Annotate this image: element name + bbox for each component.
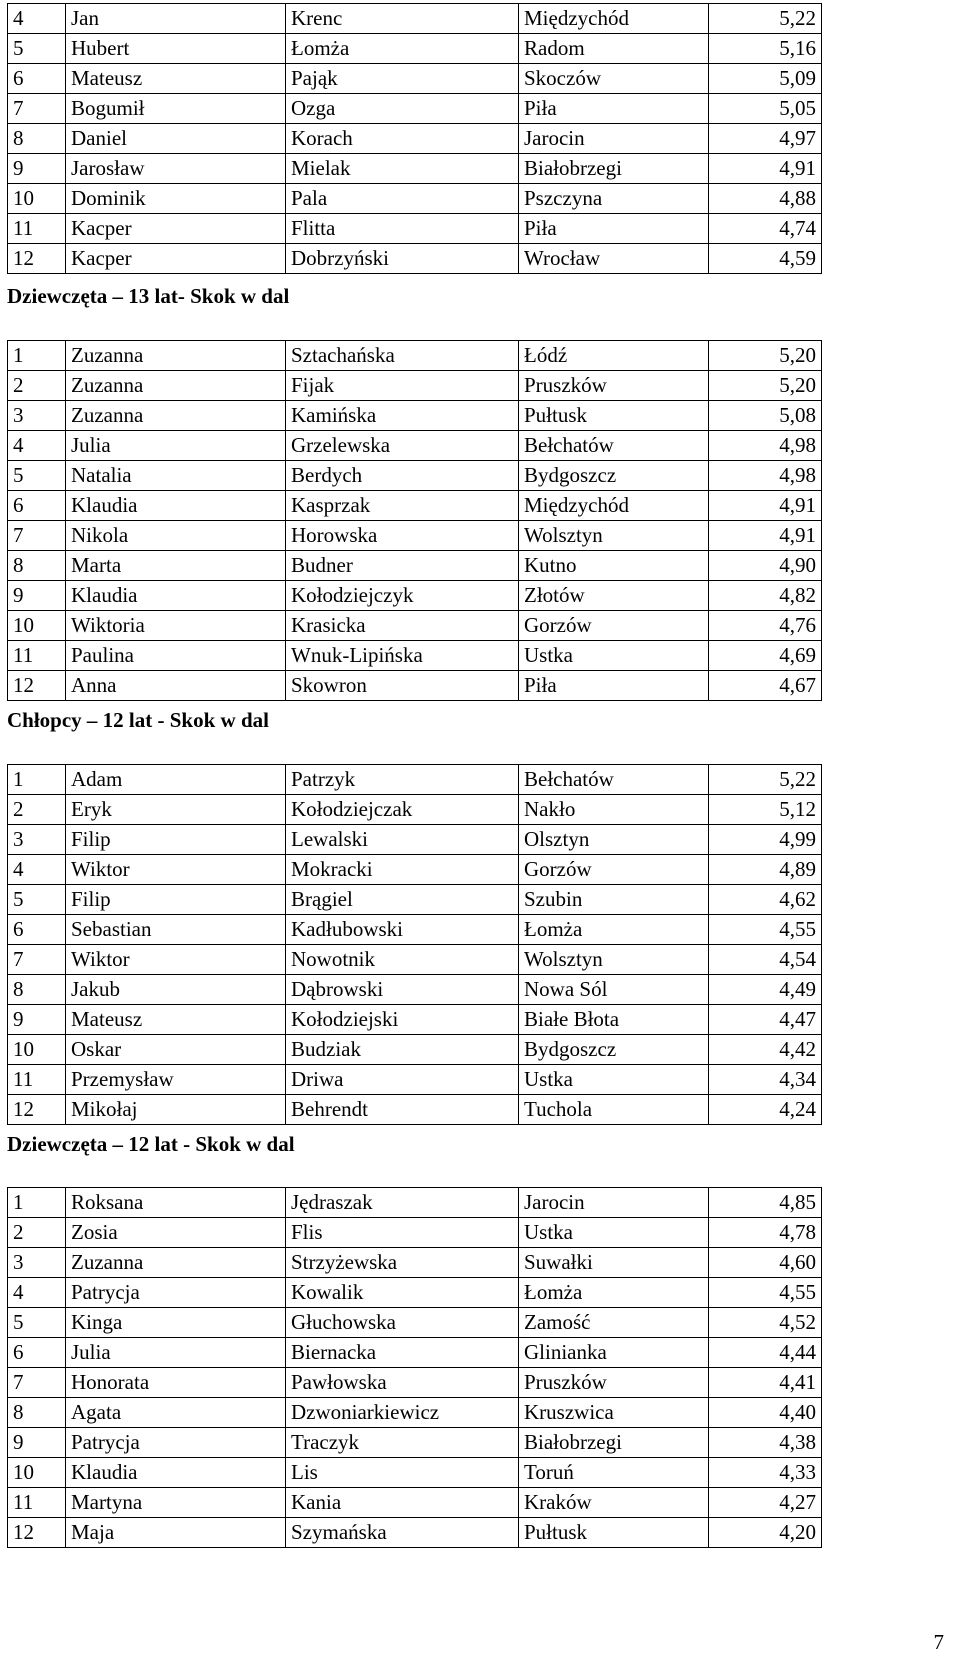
result-cell: 4,67 xyxy=(709,671,822,701)
first-name-cell: Jarosław xyxy=(66,154,286,184)
table-row xyxy=(8,1278,822,1308)
result-cell: 4,59 xyxy=(709,244,822,274)
table-row xyxy=(8,1338,822,1368)
table-row xyxy=(8,1518,822,1548)
city-cell: Szubin xyxy=(519,885,709,915)
last-name-cell: Flis xyxy=(286,1218,519,1248)
table-row xyxy=(8,401,822,431)
result-cell: 4,60 xyxy=(709,1248,822,1278)
result-cell: 4,55 xyxy=(709,1278,822,1308)
section-heading: Dziewczęta – 12 lat - Skok w dal xyxy=(7,1132,295,1156)
table-row xyxy=(8,1368,822,1398)
results-table xyxy=(7,1187,822,1548)
place-cell: 5 xyxy=(8,885,66,915)
place-cell: 4 xyxy=(8,431,66,461)
last-name-cell: Brągiel xyxy=(286,885,519,915)
table-row xyxy=(8,885,822,915)
last-name-cell: Krasicka xyxy=(286,611,519,641)
result-cell: 4,98 xyxy=(709,461,822,491)
result-cell: 4,89 xyxy=(709,855,822,885)
result-cell: 5,20 xyxy=(709,341,822,371)
last-name-cell: Krenc xyxy=(286,4,519,34)
last-name-cell: Kamińska xyxy=(286,401,519,431)
city-cell: Suwałki xyxy=(519,1248,709,1278)
section-heading: Chłopcy – 12 lat - Skok w dal xyxy=(7,708,269,732)
place-cell: 2 xyxy=(8,795,66,825)
city-cell: Łomża xyxy=(519,1278,709,1308)
place-cell: 3 xyxy=(8,1248,66,1278)
table-row xyxy=(8,214,822,244)
first-name-cell: Mikołaj xyxy=(66,1095,286,1125)
place-cell: 1 xyxy=(8,1188,66,1218)
result-cell: 4,47 xyxy=(709,1005,822,1035)
table-row xyxy=(8,641,822,671)
result-cell: 4,55 xyxy=(709,915,822,945)
first-name-cell: Klaudia xyxy=(66,491,286,521)
result-cell: 4,99 xyxy=(709,825,822,855)
city-cell: Łódź xyxy=(519,341,709,371)
first-name-cell: Maja xyxy=(66,1518,286,1548)
table-row xyxy=(8,795,822,825)
place-cell: 5 xyxy=(8,1308,66,1338)
table-row xyxy=(8,4,822,34)
last-name-cell: Pawłowska xyxy=(286,1368,519,1398)
first-name-cell: Zosia xyxy=(66,1218,286,1248)
table-row xyxy=(8,461,822,491)
place-cell: 9 xyxy=(8,581,66,611)
last-name-cell: Łomża xyxy=(286,34,519,64)
result-cell: 4,40 xyxy=(709,1398,822,1428)
first-name-cell: Patrycja xyxy=(66,1278,286,1308)
last-name-cell: Kasprzak xyxy=(286,491,519,521)
result-cell: 4,27 xyxy=(709,1488,822,1518)
result-cell: 4,82 xyxy=(709,581,822,611)
city-cell: Białe Błota xyxy=(519,1005,709,1035)
table-row xyxy=(8,1065,822,1095)
result-cell: 4,44 xyxy=(709,1338,822,1368)
result-cell: 4,91 xyxy=(709,491,822,521)
result-cell: 5,22 xyxy=(709,4,822,34)
place-cell: 12 xyxy=(8,244,66,274)
city-cell: Ustka xyxy=(519,641,709,671)
place-cell: 1 xyxy=(8,341,66,371)
last-name-cell: Dzwoniarkiewicz xyxy=(286,1398,519,1428)
place-cell: 12 xyxy=(8,1095,66,1125)
place-cell: 7 xyxy=(8,94,66,124)
result-cell: 4,85 xyxy=(709,1188,822,1218)
city-cell: Olsztyn xyxy=(519,825,709,855)
table-row xyxy=(8,1398,822,1428)
first-name-cell: Filip xyxy=(66,825,286,855)
first-name-cell: Mateusz xyxy=(66,1005,286,1035)
table-row xyxy=(8,945,822,975)
city-cell: Piła xyxy=(519,94,709,124)
results-table xyxy=(7,764,822,1125)
first-name-cell: Martyna xyxy=(66,1488,286,1518)
result-cell: 4,74 xyxy=(709,214,822,244)
first-name-cell: Daniel xyxy=(66,124,286,154)
table-row xyxy=(8,124,822,154)
city-cell: Kraków xyxy=(519,1488,709,1518)
results-table xyxy=(7,340,822,701)
city-cell: Jarocin xyxy=(519,1188,709,1218)
city-cell: Kruszwica xyxy=(519,1398,709,1428)
first-name-cell: Przemysław xyxy=(66,1065,286,1095)
table-row xyxy=(8,1188,822,1218)
result-cell: 4,54 xyxy=(709,945,822,975)
table-row xyxy=(8,64,822,94)
city-cell: Pruszków xyxy=(519,371,709,401)
last-name-cell: Pająk xyxy=(286,64,519,94)
result-cell: 5,22 xyxy=(709,765,822,795)
city-cell: Piła xyxy=(519,671,709,701)
last-name-cell: Mielak xyxy=(286,154,519,184)
table-row xyxy=(8,154,822,184)
table-row xyxy=(8,1248,822,1278)
city-cell: Jarocin xyxy=(519,124,709,154)
city-cell: Gorzów xyxy=(519,855,709,885)
place-cell: 6 xyxy=(8,915,66,945)
city-cell: Tuchola xyxy=(519,1095,709,1125)
last-name-cell: Wnuk-Lipińska xyxy=(286,641,519,671)
city-cell: Wolsztyn xyxy=(519,945,709,975)
place-cell: 6 xyxy=(8,1338,66,1368)
first-name-cell: Mateusz xyxy=(66,64,286,94)
first-name-cell: Wiktor xyxy=(66,945,286,975)
table-row xyxy=(8,581,822,611)
table-row xyxy=(8,491,822,521)
result-cell: 4,69 xyxy=(709,641,822,671)
place-cell: 9 xyxy=(8,154,66,184)
place-cell: 11 xyxy=(8,641,66,671)
place-cell: 5 xyxy=(8,34,66,64)
first-name-cell: Julia xyxy=(66,431,286,461)
first-name-cell: Filip xyxy=(66,885,286,915)
place-cell: 8 xyxy=(8,124,66,154)
last-name-cell: Flitta xyxy=(286,214,519,244)
city-cell: Białobrzegi xyxy=(519,154,709,184)
first-name-cell: Bogumił xyxy=(66,94,286,124)
last-name-cell: Kołodziejski xyxy=(286,1005,519,1035)
result-cell: 5,12 xyxy=(709,795,822,825)
place-cell: 5 xyxy=(8,461,66,491)
last-name-cell: Horowska xyxy=(286,521,519,551)
place-cell: 2 xyxy=(8,1218,66,1248)
page-number: 7 xyxy=(933,1630,944,1654)
last-name-cell: Pala xyxy=(286,184,519,214)
table-row xyxy=(8,1308,822,1338)
place-cell: 12 xyxy=(8,1518,66,1548)
first-name-cell: Zuzanna xyxy=(66,341,286,371)
last-name-cell: Mokracki xyxy=(286,855,519,885)
table-row xyxy=(8,521,822,551)
last-name-cell: Traczyk xyxy=(286,1428,519,1458)
result-cell: 4,49 xyxy=(709,975,822,1005)
last-name-cell: Lis xyxy=(286,1458,519,1488)
city-cell: Bydgoszcz xyxy=(519,461,709,491)
city-cell: Pułtusk xyxy=(519,1518,709,1548)
first-name-cell: Klaudia xyxy=(66,581,286,611)
last-name-cell: Kania xyxy=(286,1488,519,1518)
last-name-cell: Strzyżewska xyxy=(286,1248,519,1278)
city-cell: Pszczyna xyxy=(519,184,709,214)
table-row xyxy=(8,611,822,641)
first-name-cell: Sebastian xyxy=(66,915,286,945)
city-cell: Białobrzegi xyxy=(519,1428,709,1458)
result-cell: 4,62 xyxy=(709,885,822,915)
first-name-cell: Julia xyxy=(66,1338,286,1368)
last-name-cell: Kołodziejczyk xyxy=(286,581,519,611)
first-name-cell: Klaudia xyxy=(66,1458,286,1488)
city-cell: Ustka xyxy=(519,1218,709,1248)
result-cell: 4,20 xyxy=(709,1518,822,1548)
table-row xyxy=(8,1488,822,1518)
place-cell: 6 xyxy=(8,491,66,521)
place-cell: 2 xyxy=(8,371,66,401)
last-name-cell: Behrendt xyxy=(286,1095,519,1125)
result-cell: 4,91 xyxy=(709,154,822,184)
place-cell: 11 xyxy=(8,214,66,244)
result-cell: 4,90 xyxy=(709,551,822,581)
last-name-cell: Grzelewska xyxy=(286,431,519,461)
first-name-cell: Nikola xyxy=(66,521,286,551)
result-cell: 4,41 xyxy=(709,1368,822,1398)
result-cell: 4,24 xyxy=(709,1095,822,1125)
city-cell: Bełchatów xyxy=(519,431,709,461)
city-cell: Bełchatów xyxy=(519,765,709,795)
table-row xyxy=(8,855,822,885)
place-cell: 8 xyxy=(8,1398,66,1428)
last-name-cell: Głuchowska xyxy=(286,1308,519,1338)
place-cell: 9 xyxy=(8,1428,66,1458)
table-row xyxy=(8,1218,822,1248)
last-name-cell: Fijak xyxy=(286,371,519,401)
place-cell: 8 xyxy=(8,975,66,1005)
first-name-cell: Oskar xyxy=(66,1035,286,1065)
city-cell: Piła xyxy=(519,214,709,244)
last-name-cell: Nowotnik xyxy=(286,945,519,975)
result-cell: 4,38 xyxy=(709,1428,822,1458)
first-name-cell: Anna xyxy=(66,671,286,701)
last-name-cell: Dobrzyński xyxy=(286,244,519,274)
table-row xyxy=(8,1095,822,1125)
city-cell: Ustka xyxy=(519,1065,709,1095)
table-row xyxy=(8,1005,822,1035)
place-cell: 10 xyxy=(8,611,66,641)
place-cell: 10 xyxy=(8,184,66,214)
result-cell: 5,16 xyxy=(709,34,822,64)
city-cell: Zamość xyxy=(519,1308,709,1338)
result-cell: 4,52 xyxy=(709,1308,822,1338)
results-table xyxy=(7,3,822,274)
last-name-cell: Kadłubowski xyxy=(286,915,519,945)
place-cell: 11 xyxy=(8,1065,66,1095)
result-cell: 4,42 xyxy=(709,1035,822,1065)
city-cell: Nakło xyxy=(519,795,709,825)
first-name-cell: Wiktor xyxy=(66,855,286,885)
city-cell: Pruszków xyxy=(519,1368,709,1398)
place-cell: 10 xyxy=(8,1458,66,1488)
city-cell: Międzychód xyxy=(519,4,709,34)
table-row xyxy=(8,975,822,1005)
place-cell: 7 xyxy=(8,945,66,975)
first-name-cell: Roksana xyxy=(66,1188,286,1218)
result-cell: 5,05 xyxy=(709,94,822,124)
city-cell: Kutno xyxy=(519,551,709,581)
result-cell: 4,78 xyxy=(709,1218,822,1248)
result-cell: 4,76 xyxy=(709,611,822,641)
place-cell: 4 xyxy=(8,855,66,885)
first-name-cell: Agata xyxy=(66,1398,286,1428)
table-row xyxy=(8,431,822,461)
last-name-cell: Jędraszak xyxy=(286,1188,519,1218)
place-cell: 9 xyxy=(8,1005,66,1035)
result-cell: 4,88 xyxy=(709,184,822,214)
first-name-cell: Zuzanna xyxy=(66,371,286,401)
last-name-cell: Budner xyxy=(286,551,519,581)
first-name-cell: Dominik xyxy=(66,184,286,214)
first-name-cell: Zuzanna xyxy=(66,1248,286,1278)
last-name-cell: Lewalski xyxy=(286,825,519,855)
table-row xyxy=(8,1458,822,1488)
first-name-cell: Kacper xyxy=(66,214,286,244)
result-cell: 4,33 xyxy=(709,1458,822,1488)
result-cell: 5,09 xyxy=(709,64,822,94)
city-cell: Skoczów xyxy=(519,64,709,94)
last-name-cell: Driwa xyxy=(286,1065,519,1095)
place-cell: 1 xyxy=(8,765,66,795)
last-name-cell: Biernacka xyxy=(286,1338,519,1368)
city-cell: Pułtusk xyxy=(519,401,709,431)
first-name-cell: Jan xyxy=(66,4,286,34)
last-name-cell: Korach xyxy=(286,124,519,154)
city-cell: Gorzów xyxy=(519,611,709,641)
first-name-cell: Zuzanna xyxy=(66,401,286,431)
last-name-cell: Kołodziejczak xyxy=(286,795,519,825)
city-cell: Wolsztyn xyxy=(519,521,709,551)
first-name-cell: Adam xyxy=(66,765,286,795)
last-name-cell: Szymańska xyxy=(286,1518,519,1548)
first-name-cell: Kinga xyxy=(66,1308,286,1338)
place-cell: 3 xyxy=(8,825,66,855)
table-row xyxy=(8,551,822,581)
result-cell: 4,91 xyxy=(709,521,822,551)
place-cell: 11 xyxy=(8,1488,66,1518)
last-name-cell: Ozga xyxy=(286,94,519,124)
last-name-cell: Dąbrowski xyxy=(286,975,519,1005)
place-cell: 3 xyxy=(8,401,66,431)
city-cell: Nowa Sól xyxy=(519,975,709,1005)
city-cell: Międzychód xyxy=(519,491,709,521)
table-row xyxy=(8,825,822,855)
last-name-cell: Budziak xyxy=(286,1035,519,1065)
city-cell: Radom xyxy=(519,34,709,64)
first-name-cell: Patrycja xyxy=(66,1428,286,1458)
city-cell: Złotów xyxy=(519,581,709,611)
place-cell: 7 xyxy=(8,1368,66,1398)
place-cell: 8 xyxy=(8,551,66,581)
first-name-cell: Wiktoria xyxy=(66,611,286,641)
result-cell: 5,20 xyxy=(709,371,822,401)
table-row xyxy=(8,341,822,371)
city-cell: Bydgoszcz xyxy=(519,1035,709,1065)
place-cell: 10 xyxy=(8,1035,66,1065)
first-name-cell: Honorata xyxy=(66,1368,286,1398)
table-row xyxy=(8,765,822,795)
first-name-cell: Marta xyxy=(66,551,286,581)
first-name-cell: Natalia xyxy=(66,461,286,491)
last-name-cell: Sztachańska xyxy=(286,341,519,371)
table-row xyxy=(8,1035,822,1065)
place-cell: 4 xyxy=(8,4,66,34)
first-name-cell: Hubert xyxy=(66,34,286,64)
table-row xyxy=(8,34,822,64)
place-cell: 4 xyxy=(8,1278,66,1308)
first-name-cell: Eryk xyxy=(66,795,286,825)
place-cell: 6 xyxy=(8,64,66,94)
first-name-cell: Kacper xyxy=(66,244,286,274)
first-name-cell: Jakub xyxy=(66,975,286,1005)
last-name-cell: Kowalik xyxy=(286,1278,519,1308)
table-row xyxy=(8,1428,822,1458)
result-cell: 5,08 xyxy=(709,401,822,431)
place-cell: 12 xyxy=(8,671,66,701)
table-row xyxy=(8,671,822,701)
last-name-cell: Berdych xyxy=(286,461,519,491)
table-row xyxy=(8,94,822,124)
last-name-cell: Skowron xyxy=(286,671,519,701)
table-row xyxy=(8,371,822,401)
section-heading: Dziewczęta – 13 lat- Skok w dal xyxy=(7,284,290,308)
city-cell: Glinianka xyxy=(519,1338,709,1368)
city-cell: Toruń xyxy=(519,1458,709,1488)
last-name-cell: Patrzyk xyxy=(286,765,519,795)
result-cell: 4,98 xyxy=(709,431,822,461)
first-name-cell: Paulina xyxy=(66,641,286,671)
table-row xyxy=(8,915,822,945)
place-cell: 7 xyxy=(8,521,66,551)
city-cell: Łomża xyxy=(519,915,709,945)
result-cell: 4,97 xyxy=(709,124,822,154)
city-cell: Wrocław xyxy=(519,244,709,274)
table-row xyxy=(8,244,822,274)
result-cell: 4,34 xyxy=(709,1065,822,1095)
table-row xyxy=(8,184,822,214)
